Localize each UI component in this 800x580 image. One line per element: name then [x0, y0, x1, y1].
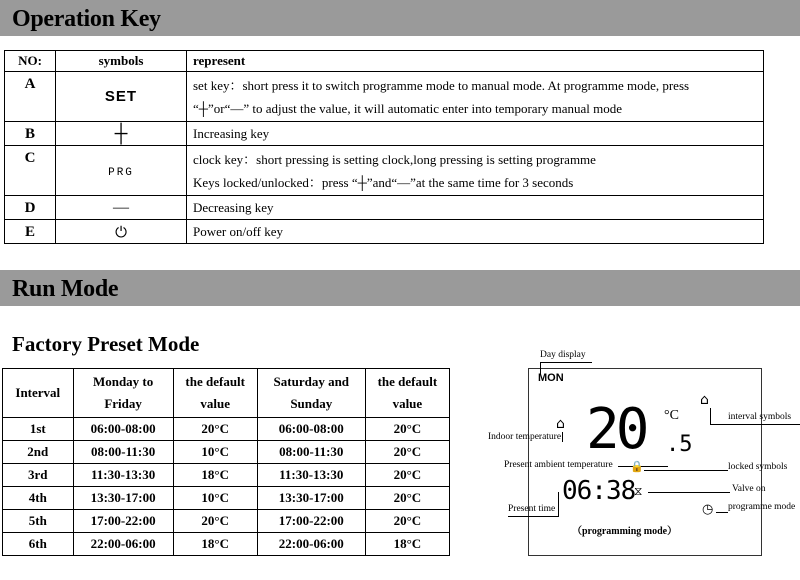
- table-cell: 20°C: [173, 418, 257, 441]
- row-description: Increasing key: [187, 122, 764, 146]
- table-cell: 10°C: [173, 487, 257, 510]
- operation-key-title: Operation Key: [12, 6, 161, 32]
- table-row: [5, 122, 764, 146]
- clock-icon: ◷: [702, 502, 714, 517]
- column-header: Saturday and Sunday: [257, 369, 365, 418]
- table-row: [3, 441, 450, 464]
- lcd-temperature-unit: °C: [664, 408, 679, 423]
- table-cell: 20°C: [365, 441, 449, 464]
- label-valve-on: Valve on: [732, 484, 766, 494]
- table-cell: 3rd: [3, 464, 74, 487]
- table-row: [3, 487, 450, 510]
- column-header: Interval: [3, 369, 74, 418]
- table-cell: 20°C: [365, 464, 449, 487]
- house-icon: ⌂: [556, 416, 565, 432]
- lcd-temperature: 20: [586, 397, 646, 462]
- table-cell: 6th: [3, 533, 74, 556]
- row-no: B: [5, 122, 56, 146]
- table-cell: 2nd: [3, 441, 74, 464]
- interval-house-icon: ⌂: [700, 392, 709, 408]
- table-cell: 08:00-11:30: [73, 441, 173, 464]
- table-header-row: [3, 369, 450, 418]
- table-cell: 11:30-13:30: [257, 464, 365, 487]
- table-cell: 20°C: [365, 418, 449, 441]
- table-cell: 18°C: [365, 533, 449, 556]
- label-day-display: Day display: [540, 350, 586, 360]
- factory-preset-title: Factory Preset Mode: [12, 332, 200, 356]
- prg-key-symbol: PRG: [108, 166, 134, 179]
- row-description: set key：short press it to switch programme mode to manual mode. At programme mode, press: [193, 77, 690, 93]
- row-no: D: [5, 196, 56, 220]
- run-mode-header: [0, 270, 800, 306]
- lcd-caption: （programming mode）: [572, 526, 678, 537]
- lcd-time: 06:38: [562, 476, 636, 506]
- table-row: [3, 464, 450, 487]
- operation-key-table: [4, 50, 764, 244]
- column-header: symbols: [56, 51, 187, 72]
- lock-icon: 🔒: [630, 460, 644, 473]
- lcd-diagram: [488, 346, 800, 580]
- power-icon: ⏻: [115, 222, 127, 241]
- table-cell: 08:00-11:30: [257, 441, 365, 464]
- factory-preset-table: [2, 368, 450, 556]
- column-header: Monday to Friday: [73, 369, 173, 418]
- row-description: Keys locked/unlocked：press “┼”and“—”at the same time for 3 seconds: [193, 174, 574, 190]
- table-cell: 06:00-08:00: [257, 418, 365, 441]
- table-cell: 17:00-22:00: [73, 510, 173, 533]
- table-cell: 11:30-13:30: [73, 464, 173, 487]
- table-row: [5, 146, 764, 196]
- row-description: clock key：short pressing is setting clock,long pressing is setting programme: [193, 151, 596, 167]
- table-cell: 22:00-06:00: [73, 533, 173, 556]
- table-cell: 18°C: [173, 533, 257, 556]
- table-row: [3, 510, 450, 533]
- table-cell: 17:00-22:00: [257, 510, 365, 533]
- table-header-row: [5, 51, 764, 72]
- row-no: E: [5, 220, 56, 244]
- row-description: Power on/off key: [187, 220, 764, 244]
- row-no: C: [5, 146, 56, 196]
- label-present-ambient: Present ambient temperature: [504, 460, 613, 470]
- table-cell: 13:30-17:00: [257, 487, 365, 510]
- label-interval-symbols: interval symbols: [728, 412, 792, 422]
- row-no: A: [5, 72, 56, 122]
- column-header: the default value: [365, 369, 449, 418]
- label-indoor-temperature: Indoor temperature: [488, 432, 562, 442]
- plus-icon: ┼: [114, 123, 128, 143]
- minus-icon: —: [113, 198, 129, 216]
- row-description: “┼”or“—” to adjust the value, it will automatic enter into temporary manual mode: [193, 100, 623, 116]
- label-programme-mode: programme mode: [728, 502, 796, 512]
- run-mode-title: Run Mode: [12, 276, 119, 302]
- set-key-symbol: SET: [104, 88, 138, 105]
- table-cell: 13:30-17:00: [73, 487, 173, 510]
- lcd-day: MON: [538, 372, 564, 384]
- table-row: [3, 418, 450, 441]
- row-description: Decreasing key: [187, 196, 764, 220]
- table-cell: 06:00-08:00: [73, 418, 173, 441]
- label-locked-symbols: locked symbols: [728, 462, 788, 472]
- table-cell: 20°C: [365, 487, 449, 510]
- lcd-temperature-decimal: .5: [666, 432, 693, 457]
- table-cell: 20°C: [365, 510, 449, 533]
- table-cell: 10°C: [173, 441, 257, 464]
- table-cell: 4th: [3, 487, 74, 510]
- valve-icon: ⧖: [634, 484, 643, 498]
- table-cell: 22:00-06:00: [257, 533, 365, 556]
- label-present-time: Present time: [508, 504, 556, 514]
- table-cell: 20°C: [173, 510, 257, 533]
- column-header: NO:: [5, 51, 56, 72]
- table-row: [3, 533, 450, 556]
- table-row: [5, 72, 764, 122]
- table-cell: 18°C: [173, 464, 257, 487]
- column-header: represent: [187, 51, 764, 72]
- table-cell: 5th: [3, 510, 74, 533]
- operation-key-header: [0, 0, 800, 36]
- table-row: [5, 220, 764, 244]
- table-cell: 1st: [3, 418, 74, 441]
- table-row: [5, 196, 764, 220]
- column-header: the default value: [173, 369, 257, 418]
